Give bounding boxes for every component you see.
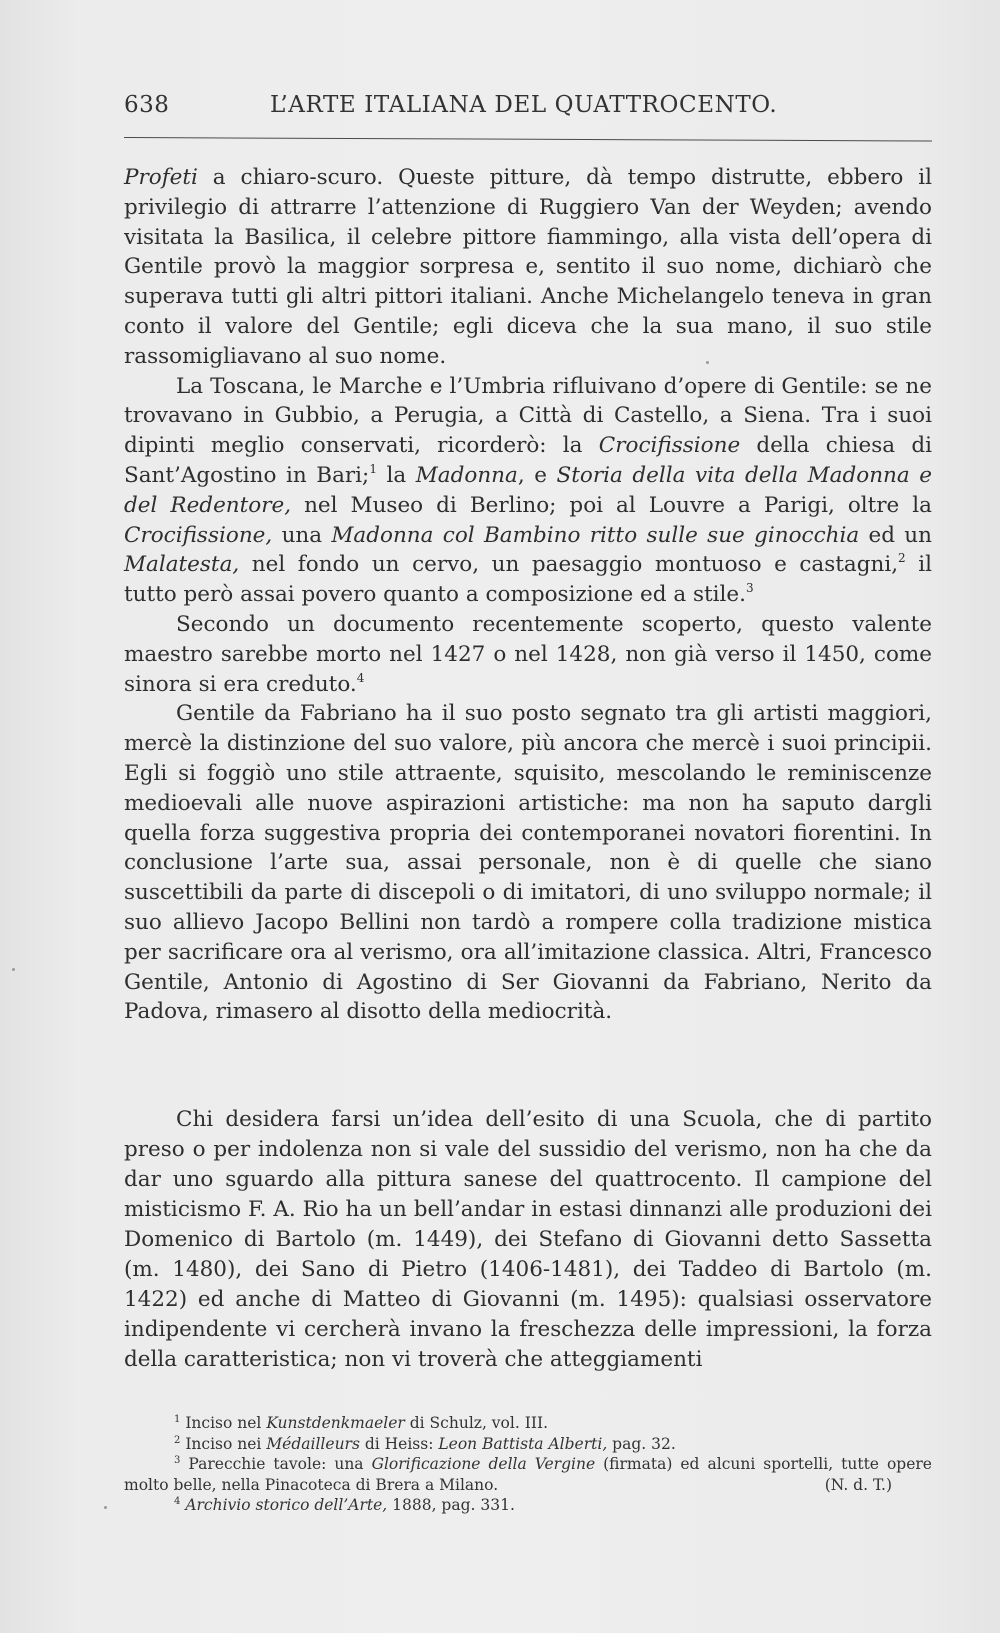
section-sienese	[124, 1105, 932, 1375]
italic-title: Crocifissione	[598, 433, 741, 459]
page-header	[124, 92, 924, 126]
main-text	[124, 163, 932, 1027]
italic-title: Crocifissione,	[124, 522, 273, 548]
footnote-4: $^4$ Archivio storico dell’Arte, 1888, pag. 331.	[174, 1496, 515, 1514]
paper-speck	[12, 968, 15, 971]
italic-title: Madonna col Bambino ritto sulle sue ginocchia	[331, 522, 860, 548]
footnote-ref: 2	[898, 551, 906, 566]
paragraph-2: La Toscana, le Marche e l’Umbria rifluivano d’opere di Gentile: se ne trovavano in Gubbio, a Perugia, a Città di Castello, a Siena. Tra i suoi dipinti meglio conservati, ricorderò: la Crocifissione della chiesa di Sant’Agostino in Bari;$^1$ la Madonna, e Storia della vita della Madonna e del Redentore, nel Museo di Berlino; poi al Louvre a Parigi, oltre la Crocifissione, una Madonna col Bambino ritto sulle sue ginocchia ed un Malatesta, nel fondo un cervo, un paesaggio montuoso e castagni,$^2$ il tutto però assai povero quanto a composizione ed a stile.$^3$	[124, 373, 933, 608]
footnote-3: $^3$ Parecchie tavole: una Glorificazione della Vergine (firmata) ed alcuni sportelli, tutte opere molto belle, nella Pinacoteca di Brera a Milano. (N. d. T.)	[124, 1455, 932, 1494]
paragraph-1: Profeti a chiaro-scuro. Queste pitture, dà tempo distrutte, ebbero il privilegio di attrarre l’attenzione di Ruggiero Van der Weyden; avendo visitata la Basilica, il celebre pittore fiammingo, alla vista dell’opera di Gentile provò la maggior sorpresa e, sentito il suo nome, dichiarò che superava tutti gli altri pittori italiani. Anche Michelangelo teneva in gran conto il valore del Gentile; egli diceva che la sua mano, il suo stile rassomigliavano al suo nome.	[124, 165, 932, 369]
footnote-1: $^1$ Inciso nel Kunstdenkmaeler di Schulz, vol. III.	[174, 1414, 548, 1432]
italic-title: Madonna	[415, 462, 518, 488]
footnote-ref: 4	[356, 670, 365, 685]
paragraph-5: Chi desidera farsi un’idea dell’esito di una Scuola, che di partito preso o per indolenza non si vale del sussidio del verismo, non ha che da dar uno sguardo alla pittura sanese del quattrocento. Il campione del misticismo F. A. Rio ha un bell’andar in estasi dinnanzi alle produzioni dei Domenico di Bartolo (m. 1449), dei Stefano di Giovanni detto Sassetta (m. 1480), dei Sano di Pietro (1406-1481), dei Taddeo di Bartolo (m. 1422) ed anche di Matteo di Giovanni (m. 1495): qualsiasi osservatore indipendente vi cercherà invano la freschezza delle impressioni, la forza della caratteristica; non vi troverà che atteggiamenti	[124, 1107, 932, 1372]
page-number: 638	[124, 92, 170, 118]
paper-speck	[706, 361, 709, 364]
paragraph-3: Secondo un documento recentemente scoperto, questo valente maestro sarebbe morto nel 1427 o nel 1428, non già verso il 1450, come sinora si era creduto.$^4$	[124, 611, 932, 697]
running-title: L’ARTE ITALIANA DEL QUATTROCENTO.	[270, 92, 778, 118]
footnotes	[124, 1413, 932, 1516]
italic-title: Profeti	[124, 165, 198, 190]
italic-title: Storia della vita della Madonna e del Redentore,	[124, 462, 932, 518]
footnote-ref: 3	[745, 581, 754, 596]
header-rule	[124, 137, 932, 142]
translator-note-tag: (N. d. T.)	[824, 1475, 892, 1494]
footnote-ref: 1	[369, 461, 377, 476]
footnote-2: $^2$ Inciso nei Médailleurs di Heiss: Leon Battista Alberti, pag. 32.	[174, 1434, 676, 1453]
italic-title: Malatesta,	[124, 552, 240, 578]
paper-speck	[104, 1506, 107, 1509]
paragraph-4: Gentile da Fabriano ha il suo posto segnato tra gli artisti maggiori, mercè la distinzione del suo valore, più ancora che mercè i suoi principii. Egli si foggiò uno stile attraente, squisito, mescolando le reminiscenze medioevali alle nuove aspirazioni artistiche: ma non ha saputo dargli quella forza suggestiva propria dei contemporanei novatori fiorentini. In conclusione l’arte sua, assai personale, non è di quelle che siano suscettibili da parte di discepoli o di imitatori, di uno sviluppo normale; il suo allievo Jacopo Bellini non tardò a rompere colla tradizione mistica per sacrificare ora al verismo, ora all’imitazione classica. Altri, Francesco Gentile, Antonio di Agostino di Ser Giovanni da Fabriano, Nerito da Padova, rimasero al disotto della mediocrità.	[124, 701, 932, 1025]
